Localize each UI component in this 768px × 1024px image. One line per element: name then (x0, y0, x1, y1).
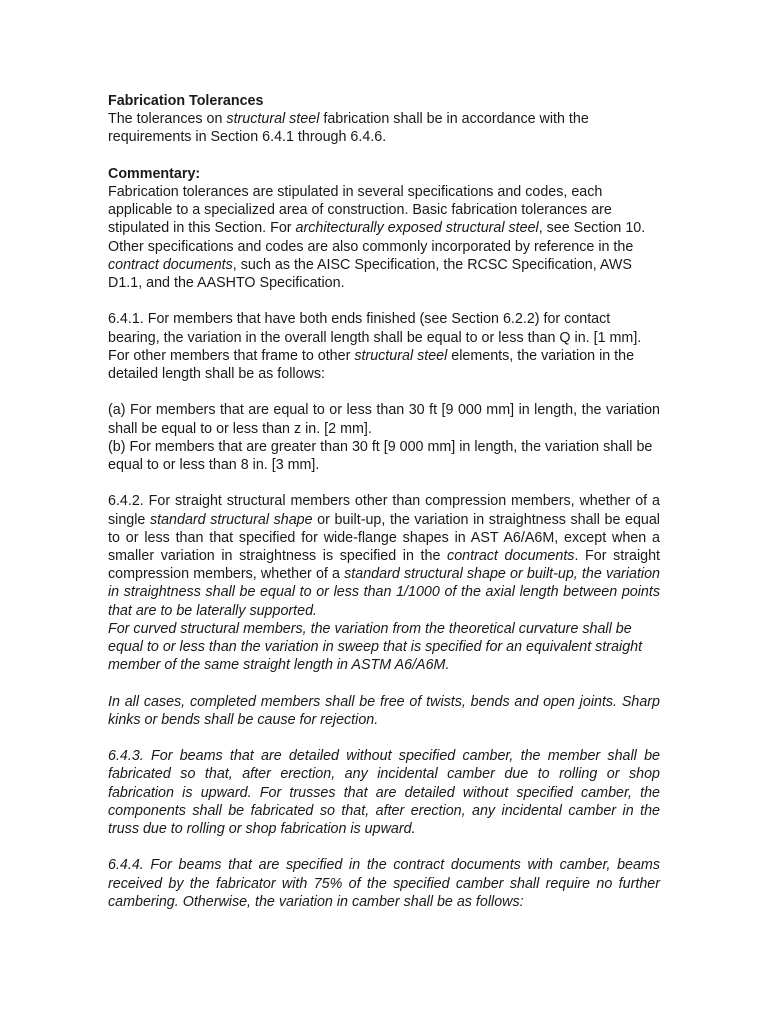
spacer (108, 147, 660, 165)
section-6-4-2-curved: For curved structural members, the variation from the theoretical curvature shall be equal to or less than the variation in sweep that is specified for an equivalent straight member of the same straight length in ASTM A6/A6M. (108, 620, 643, 674)
section-6-4-1: 6.4.1. For members that have both ends finished (see Section 6.2.2) for contact bearing, the variation in the overall length shall be equal to or less than Q in. [1 mm]. For other members that frame to other structural steel elements, the variation in the detailed length shall be as follows: (108, 311, 642, 383)
term-structural-steel: structural steel (226, 111, 320, 128)
commentary-heading: Commentary: (108, 165, 201, 182)
section-6-4-1-b: (b) For members that are greater than 30 ft [9 000 mm] in length, the variation shall be equal to or less than 8 in. [3 mm]. (108, 438, 653, 474)
section-6-4-2-all-cases: In all cases, completed members shall be free of twists, bends and open joints. Sharp kinks or bends shall be cause for rejection. (108, 693, 660, 728)
intro-paragraph: The tolerances on structural steel fabrication shall be in accordance with the requirements in Section 6.4.1 through 6.4.6. (108, 111, 589, 146)
spacer (108, 729, 660, 747)
section-6-4-2: 6.4.2. For straight structural members other than compression members, whether of a single standard structural shape or built-up, the variation in straightness shall be equal to or less than that specified for wide-flange shapes in AST A6/A6M, except when a smaller variation in straightness is specified in the contract documents. For straight compression members, whether of a standard structural shape or built-up, the variation in straightness shall be equal to or less than 1/1000 of the axial length between points that are to be laterally supported. (108, 493, 661, 619)
section-title: Fabrication Tolerances (108, 93, 264, 109)
section-6-4-3: 6.4.3. For beams that are detailed without specified camber, the member shall be fabricated so that, after erection, any incidental camber due to rolling or shop fabrication is upward. For trusses that are detailed without specified camber, the components shall be fabricated so that, after erection, any incidental camber in the truss due to rolling or shop fabrication is upward. (108, 748, 660, 838)
commentary-paragraph: Fabrication tolerances are stipulated in several specifications and codes, each applicable to a specialized area of construction. Basic fabrication tolerances are stipulated in this Section. For architecturally exposed structural steel, see Section 10. Other specifications and codes are also commonly incorporated by reference in the contract documents, such as the AISC Specification, the RCSC Specification, AWS D1.1, and the AASHTO Specification. (108, 184, 646, 292)
spacer (108, 474, 660, 492)
spacer (108, 674, 660, 692)
spacer (108, 292, 660, 310)
section-6-4-4: 6.4.4. For beams that are specified in the contract documents with camber, beams received by the fabricator with 75% of the specified camber shall require no further cambering. Otherwise, the variation in camber shall be as follows: (108, 857, 660, 910)
section-6-4-1-a: (a) For members that are equal to or less than 30 ft [9 000 mm] in length, the variation shall be equal to or less than z in. [2 mm]. (108, 402, 660, 437)
spacer (108, 838, 660, 856)
spacer (108, 383, 660, 401)
